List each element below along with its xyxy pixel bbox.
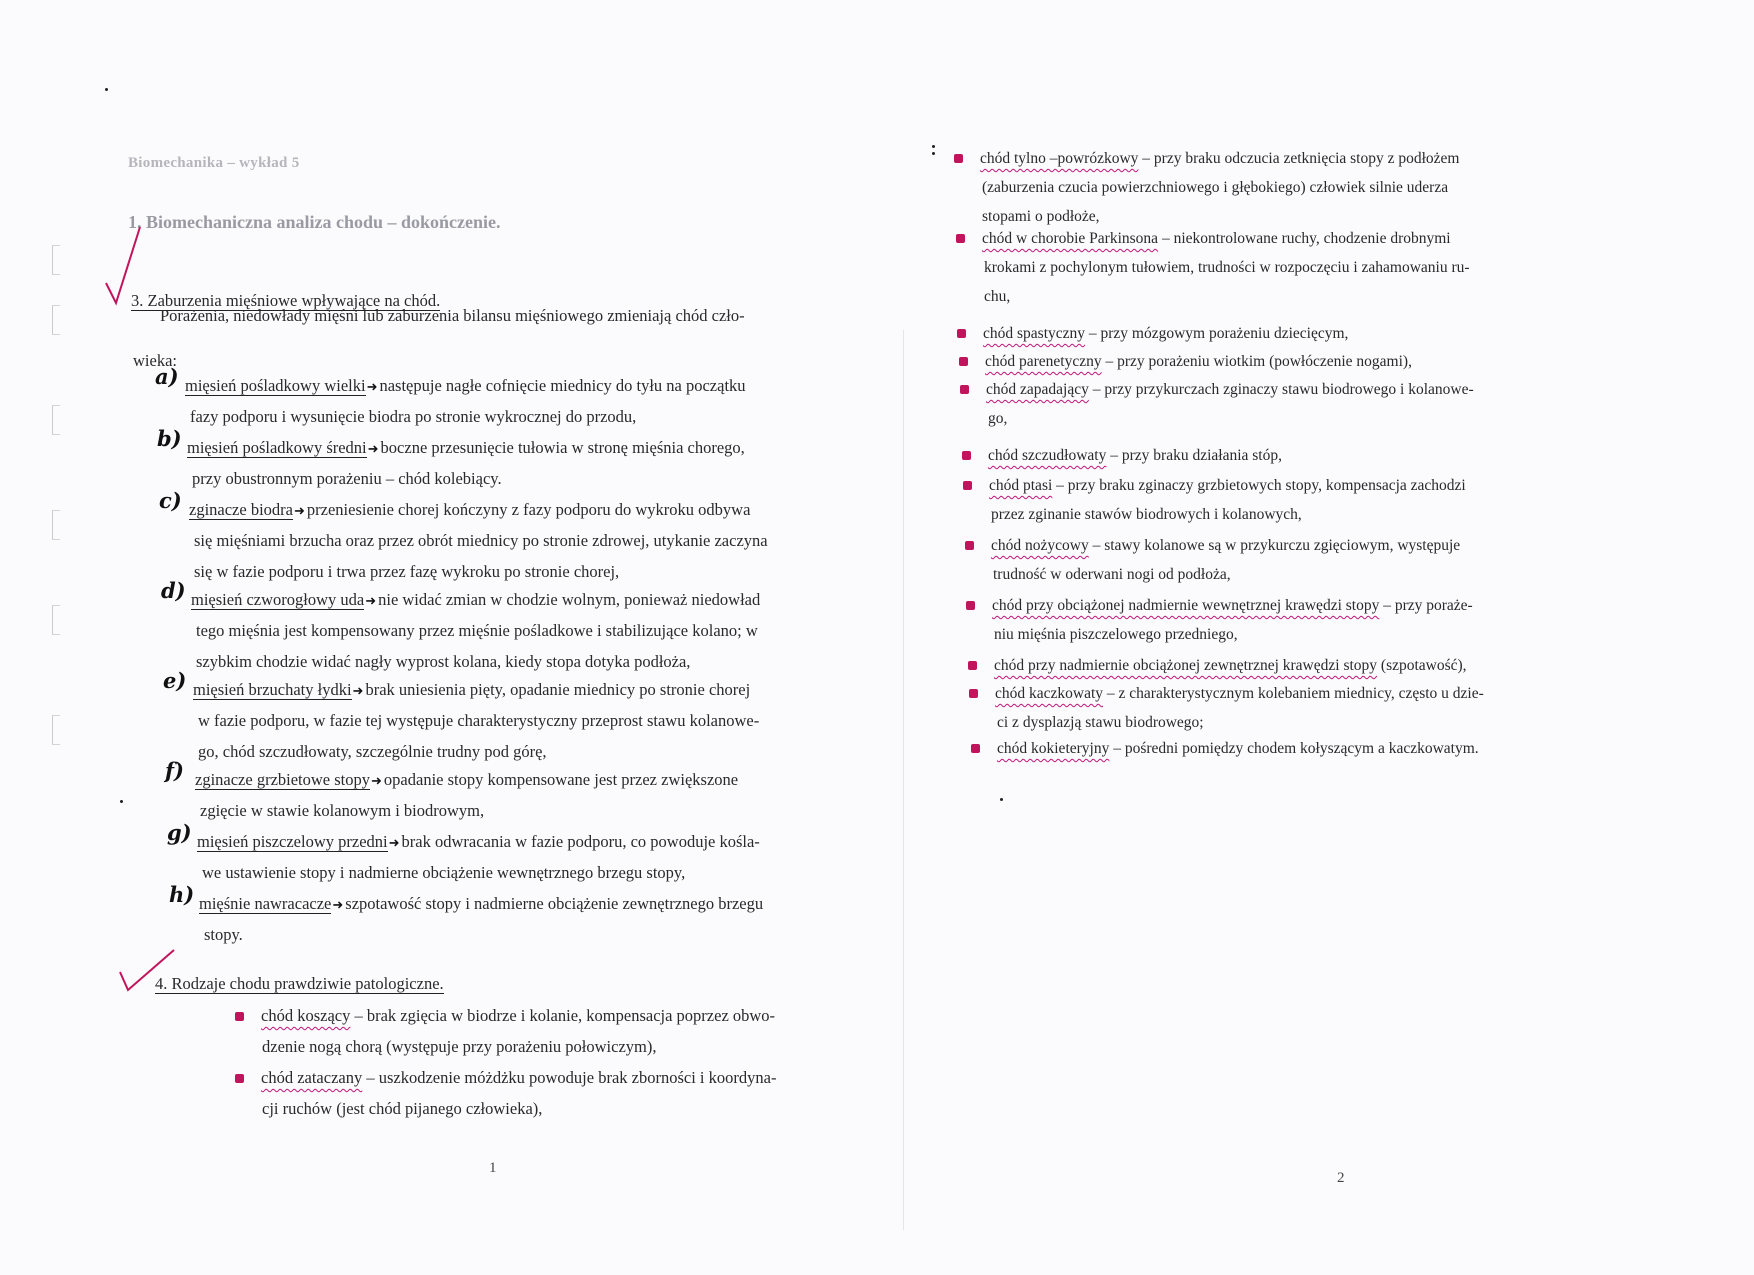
item-term: chód spastyczny [983, 325, 1086, 342]
item-letter: d) [161, 578, 186, 603]
list-item-line [986, 374, 1474, 405]
item-term: chód szczudłowaty [988, 447, 1107, 464]
arrow-icon: ➜ [388, 835, 400, 850]
item-text-cont: we ustawienie stopy i nadmierne obciążenie wewnętrznego brzegu stopy, [202, 863, 686, 882]
item-term: zginacze biodra [189, 500, 293, 519]
item-text-cont: ci z dysplazją stawu biodrowego; [997, 714, 1204, 731]
list-item-line [997, 733, 1479, 764]
margin-mark [52, 305, 60, 335]
bullet-icon [960, 385, 969, 394]
item-text-cont: tego mięśnia jest kompensowany przez mięśnie pośladkowe i stabilizujące kolano; w [196, 621, 758, 640]
list-item-line [195, 764, 738, 796]
speck [105, 88, 108, 91]
item-letter: f) [165, 758, 184, 783]
item-letter: h) [169, 882, 195, 907]
item-text-cont: dzenie nogą chorą (występuje przy porażeniu połowiczym), [262, 1037, 657, 1056]
item-term: mięsień pośladkowy średni [187, 438, 367, 457]
item-term: chód przy obciążonej nadmiernie wewnętrznej krawędzi stopy [992, 597, 1380, 614]
item-text: (szpotawość), [1377, 657, 1467, 674]
item-term: chód ptasi [989, 477, 1053, 494]
item-text-cont: przez zginanie stawów biodrowych i kolanowych, [991, 506, 1302, 523]
list-item-line [982, 223, 1451, 254]
bullet-icon [965, 541, 974, 550]
list-item-line [988, 440, 1282, 471]
speck [1000, 798, 1003, 801]
list-item-line [191, 584, 760, 616]
page-number: 1 [489, 1160, 497, 1176]
margin-mark [52, 510, 60, 540]
margin-mark [52, 245, 60, 275]
section-3-heading: 3. Zaburzenia mięśniowe wpływające na chód. [131, 291, 441, 310]
bullet-icon [954, 154, 963, 163]
list-item-line [992, 590, 1473, 621]
bullet-icon [963, 481, 972, 490]
document-title: 1. Biomechaniczna analiza chodu – dokończenie. [128, 212, 501, 232]
arrow-icon: ➜ [332, 897, 344, 912]
list-item-line [983, 318, 1348, 349]
item-text-cont: trudność w oderwani nogi od podłoża, [993, 566, 1231, 583]
item-text: – z charakterystycznym kolebaniem miednicy, często u dzie- [1103, 685, 1484, 702]
list-item-line [994, 650, 1467, 681]
item-text: – przy mózgowym porażeniu dziecięcym, [1085, 325, 1349, 342]
item-text: – przy braku działania stóp, [1106, 447, 1282, 464]
list-item-line [185, 370, 746, 402]
list-item-line [193, 674, 750, 706]
arrow-icon: ➜ [367, 441, 379, 456]
item-text: boczne przesunięcie tułowia w stronę mięśnia chorego, [380, 438, 745, 457]
item-text-cont: się w fazie podporu i trwa przez fazę wykroku po stronie chorej, [194, 562, 620, 581]
list-item-line [197, 826, 760, 858]
arrow-icon: ➜ [293, 503, 305, 518]
bullet-icon [959, 357, 968, 366]
list-item-line [261, 1062, 776, 1093]
bullet-icon [966, 601, 975, 610]
item-text-cont: się mięśniami brzucha oraz przez obrót miednicy po stronie zdrowej, utykanie zaczyna [194, 531, 768, 550]
item-term: chód koszący [261, 1006, 351, 1025]
item-term: chód zataczany [261, 1068, 363, 1087]
item-term: mięsień czworogłowy uda [191, 590, 365, 609]
arrow-icon: ➜ [365, 593, 377, 608]
item-text-cont: fazy podporu i wysunięcie biodra po stronie wykrocznej do przodu, [190, 407, 637, 426]
list-item-line [995, 678, 1484, 709]
item-text-cont: stopami o podłoże, [982, 208, 1100, 225]
bullet-icon [962, 451, 971, 460]
margin-mark [52, 715, 60, 745]
section-4-heading: 4. Rodzaje chodu prawdziwie patologiczne. [155, 974, 444, 993]
item-text: – przy porażeniu wiotkim (powłóczenie nogami), [1101, 353, 1412, 370]
item-term: chód parenetyczny [985, 353, 1102, 370]
bullet-icon [235, 1074, 244, 1083]
item-term: chód zapadający [986, 381, 1089, 398]
item-term: chód kaczkowaty [995, 685, 1104, 702]
item-text-cont: zgięcie w stawie kolanowym i biodrowym, [200, 801, 485, 820]
item-term: chód nożycowy [991, 537, 1089, 554]
item-letter: e) [163, 668, 187, 693]
bullet-icon [235, 1012, 244, 1021]
item-text-cont: go, chód szczudłowaty, szczególnie trudny pod górę, [198, 742, 547, 761]
item-text: – przy braku zginaczy grzbietowych stopy, kompensacja zachodzi [1052, 477, 1466, 494]
arrow-icon: ➜ [366, 379, 378, 394]
bullet-icon [957, 329, 966, 338]
item-text-cont: szybkim chodzie widać nagły wyprost kolana, kiedy stopa dotyka podłoża, [196, 652, 691, 671]
item-text-cont: krokami z pochylonym tułowiem, trudności w rozpoczęciu i zahamowaniu ru- [984, 259, 1470, 276]
margin-mark [52, 605, 60, 635]
item-term: zginacze grzbietowe stopy [195, 770, 371, 789]
item-text: brak odwracania w fazie podporu, co powoduje kośla- [401, 832, 760, 851]
item-text: – niekontrolowane ruchy, chodzenie drobnymi [1158, 230, 1451, 247]
list-item-line [187, 432, 745, 464]
item-text: – przy braku odczucia zetknięcia stopy z podłożem [1138, 150, 1460, 167]
bullet-icon [968, 661, 977, 670]
item-text: – przy poraże- [1379, 597, 1473, 614]
arrow-icon: ➜ [371, 773, 382, 788]
item-text: szpotawość stopy i nadmierne obciążenie zewnętrznego brzegu [345, 894, 764, 913]
item-text: – stawy kolanowe są w przykurczu zgięciowym, występuje [1088, 537, 1461, 554]
document-header: Biomechanika – wykład 5 [128, 155, 300, 171]
section-3-intro-cont: wieka: [133, 351, 177, 370]
item-letter: b) [157, 426, 182, 451]
item-text-cont: cji ruchów (jest chód pijanego człowieka), [262, 1099, 543, 1118]
item-text-cont: przy obustronnym porażeniu – chód kolebiący. [192, 469, 502, 488]
item-text: brak uniesienia pięty, opadanie miednicy po stronie chorej [365, 680, 751, 699]
item-letter: c) [159, 488, 182, 513]
item-text-cont: stopy. [204, 925, 243, 944]
item-term: chód w chorobie Parkinsona [982, 230, 1159, 247]
item-text: nie widać zmian w chodzie wolnym, ponieważ niedowład [378, 590, 761, 609]
bullet-icon [956, 234, 965, 243]
list-item-line [189, 494, 750, 526]
item-term: chód tylno –powrózkowy [980, 150, 1139, 167]
section-3-intro: Porażenia, niedowłady mięśni lub zaburzenia bilansu mięśniowego zmieniają chód czło- [160, 306, 745, 325]
page-number: 2 [1337, 1170, 1345, 1186]
list-item-line [199, 888, 763, 920]
list-item-line [991, 530, 1460, 561]
item-text: – brak zgięcia w biodrze i kolanie, kompensacja poprzez obwo- [350, 1006, 776, 1025]
item-text: – przy przykurczach zginaczy stawu biodrowego i kolanowe- [1088, 381, 1474, 398]
list-item-line [261, 1000, 775, 1031]
item-text: opadanie stopy kompensowane jest przez zwiększone [383, 770, 739, 789]
item-text: – pośredni pomiędzy chodem kołyszącym a kaczkowatym. [1109, 740, 1479, 757]
list-item-line [980, 143, 1460, 174]
bullet-icon [969, 689, 978, 698]
item-text-cont: go, [988, 410, 1008, 427]
item-term: mięsień piszczelowy przedni [197, 832, 388, 851]
speck [120, 800, 123, 803]
item-term: chód kokieteryjny [997, 740, 1110, 757]
item-term: mięsień pośladkowy wielki [185, 376, 366, 395]
item-term: chód przy nadmiernie obciążonej zewnętrznej krawędzi stopy [994, 657, 1378, 674]
item-letter: g) [167, 820, 192, 845]
item-text: przeniesienie chorej kończyny z fazy podporu do wykroku odbywa [306, 500, 751, 519]
item-text-cont: niu mięśnia piszczelowego przedniego, [994, 626, 1238, 643]
right-page [900, 0, 1754, 1275]
item-text-cont: chu, [984, 288, 1011, 305]
speck [932, 145, 935, 148]
item-term: mięśnie nawracacze [199, 894, 332, 913]
item-text: następuje nagłe cofnięcie miednicy do tyłu na początku [379, 376, 746, 395]
list-item-line [989, 470, 1466, 501]
list-item-line [985, 346, 1412, 377]
arrow-icon: ➜ [352, 683, 364, 698]
item-letter: a) [155, 364, 179, 389]
margin-mark [52, 405, 60, 435]
item-text: – uszkodzenie móżdżku powoduje brak zborności i koordyna- [362, 1068, 777, 1087]
item-text-cont: (zaburzenia czucia powierzchniowego i głębokiego) człowiek silnie uderza [982, 179, 1449, 196]
bullet-icon [971, 744, 980, 753]
item-term: mięsień brzuchaty łydki [193, 680, 352, 699]
item-text-cont: w fazie podporu, w fazie tej występuje charakterystyczny przeprost stawu kolanowe- [198, 711, 760, 730]
speck [932, 152, 935, 155]
